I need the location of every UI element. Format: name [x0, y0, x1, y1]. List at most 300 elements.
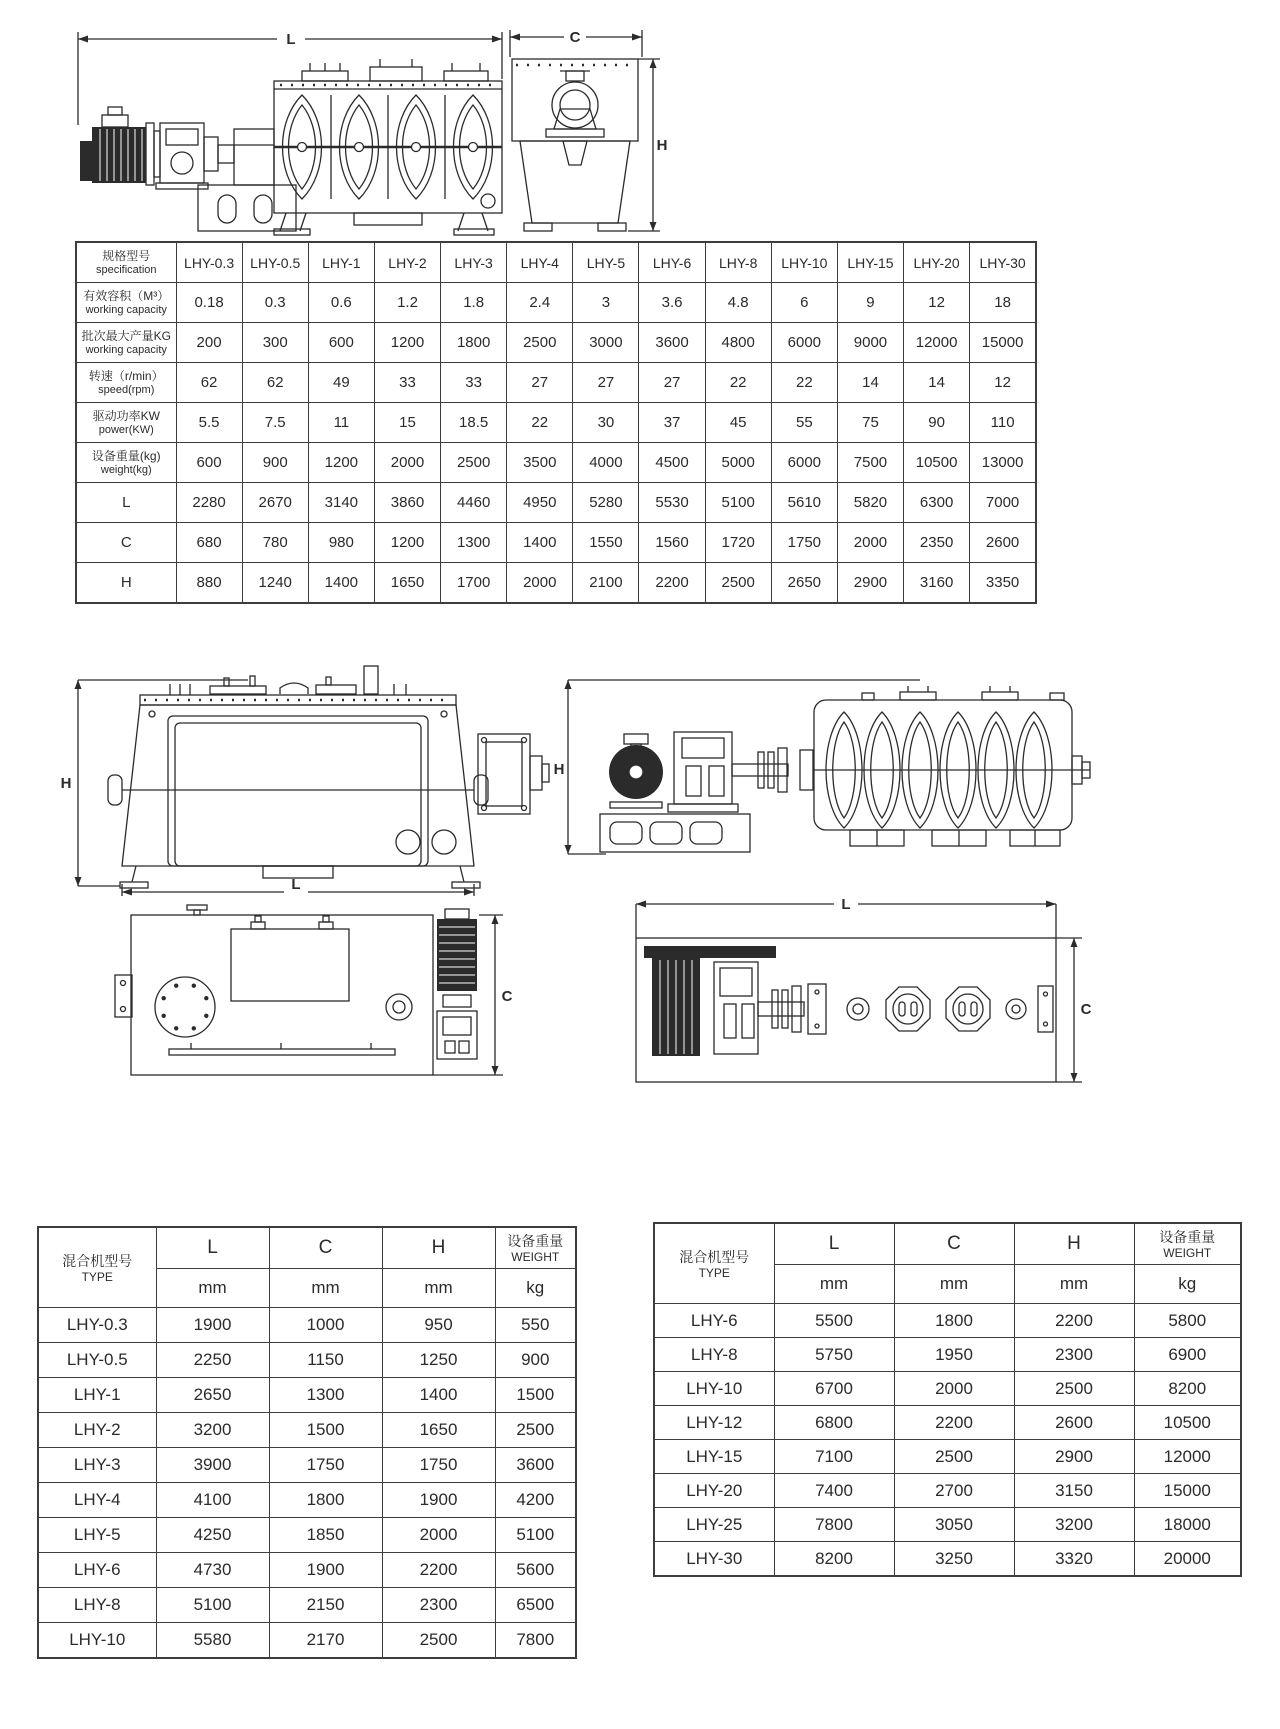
spec-value: 37	[639, 403, 705, 443]
dim-weight-header: 设备重量 WEIGHT	[1134, 1223, 1241, 1265]
dim-value: 5800	[1134, 1304, 1241, 1338]
dim-value: 1950	[894, 1338, 1014, 1372]
spec-model-header: LHY-0.5	[242, 242, 308, 283]
dim-model: LHY-6	[38, 1553, 156, 1588]
spec-value: 5610	[771, 483, 837, 523]
end-view-stand	[520, 141, 630, 231]
spec-row	[76, 563, 1036, 604]
dim-model: LHY-10	[38, 1623, 156, 1659]
dimension-line-H	[554, 680, 920, 854]
dim-model: LHY-12	[654, 1406, 774, 1440]
dim-value: 2300	[382, 1588, 495, 1623]
spec-value: 3350	[970, 563, 1036, 604]
spec-row	[76, 283, 1036, 323]
spec-value: 1200	[374, 523, 440, 563]
dim-value: 7800	[774, 1508, 894, 1542]
spec-value: 1.2	[374, 283, 440, 323]
dim-value: 2500	[1014, 1372, 1134, 1406]
dim-value: 2600	[1014, 1406, 1134, 1440]
motor	[80, 107, 146, 183]
dim-unit: kg	[495, 1269, 576, 1308]
dim-value: 550	[495, 1308, 576, 1343]
spec-corner-cell: 规格型号 specification	[76, 242, 176, 283]
gearbox	[668, 732, 738, 812]
dim-value: 3200	[156, 1413, 269, 1448]
spec-model-header: LHY-0.3	[176, 242, 242, 283]
front-body	[108, 695, 488, 866]
spec-value: 33	[441, 363, 507, 403]
dim-value: 5500	[774, 1304, 894, 1338]
dim-row	[38, 1413, 576, 1448]
spec-value: 12	[970, 363, 1036, 403]
dimension-line-C	[1056, 938, 1092, 1082]
dim-value: 5100	[156, 1588, 269, 1623]
bearing-pedestal	[234, 129, 274, 185]
spec-value: 300	[242, 323, 308, 363]
dim-value: 10500	[1134, 1406, 1241, 1440]
dim-row	[38, 1623, 576, 1659]
dim-value: 2200	[894, 1406, 1014, 1440]
drawing-mixer-end-view	[490, 25, 670, 240]
dimension-line-C	[510, 29, 642, 57]
dim-unit: mm	[269, 1269, 382, 1308]
spec-row	[76, 363, 1036, 403]
dim-value: 8200	[1134, 1372, 1241, 1406]
dim-model: LHY-4	[38, 1483, 156, 1518]
spec-value: 12	[904, 283, 970, 323]
spec-row-label: 驱动功率KW power(KW)	[76, 403, 176, 443]
dim-model: LHY-30	[654, 1542, 774, 1577]
spec-value: 9000	[837, 323, 903, 363]
spec-value: 680	[176, 523, 242, 563]
spec-value: 55	[771, 403, 837, 443]
spec-row-label: H	[76, 563, 176, 604]
spec-value: 1650	[374, 563, 440, 604]
dim-value: 1300	[269, 1378, 382, 1413]
stand-holes	[396, 830, 456, 854]
spec-value: 600	[176, 443, 242, 483]
spec-value: 2.4	[507, 283, 573, 323]
dim-value: 3600	[495, 1448, 576, 1483]
spec-value: 22	[507, 403, 573, 443]
spec-value: 3860	[374, 483, 440, 523]
dim-model: LHY-8	[38, 1588, 156, 1623]
dim-col-header: L	[774, 1223, 894, 1265]
dim-value: 1650	[382, 1413, 495, 1448]
dim-row	[38, 1553, 576, 1588]
spec-row-label: L	[76, 483, 176, 523]
spec-value: 6000	[771, 323, 837, 363]
dim-value: 1000	[269, 1308, 382, 1343]
spec-value: 18	[970, 283, 1036, 323]
spec-value: 11	[308, 403, 374, 443]
dim-row	[654, 1508, 1241, 1542]
dim-label-C: C	[569, 29, 581, 46]
dim-model: LHY-8	[654, 1338, 774, 1372]
dim-value: 3200	[1014, 1508, 1134, 1542]
stand-left	[198, 185, 296, 231]
spec-value: 75	[837, 403, 903, 443]
spec-value: 0.18	[176, 283, 242, 323]
spec-value: 90	[904, 403, 970, 443]
dim-value: 3250	[894, 1542, 1014, 1577]
gearbox	[146, 123, 234, 189]
dim-label-H: H	[656, 137, 668, 154]
spec-value: 980	[308, 523, 374, 563]
plan-b-drive	[644, 946, 826, 1056]
plan-a-body	[115, 905, 433, 1075]
dim-value: 950	[382, 1308, 495, 1343]
spec-value: 4950	[507, 483, 573, 523]
spec-value: 1800	[441, 323, 507, 363]
plan-a-drive	[437, 909, 477, 1059]
dim-row	[38, 1378, 576, 1413]
dim-value: 1800	[269, 1483, 382, 1518]
spec-value: 5.5	[176, 403, 242, 443]
dim-model: LHY-15	[654, 1440, 774, 1474]
drawing-front-view	[58, 638, 550, 896]
dim-value: 4250	[156, 1518, 269, 1553]
spec-value: 4.8	[705, 283, 771, 323]
dim-value: 2500	[495, 1413, 576, 1448]
spec-value: 2900	[837, 563, 903, 604]
spec-value: 1550	[573, 523, 639, 563]
spec-value: 1.8	[441, 283, 507, 323]
spec-value: 2280	[176, 483, 242, 523]
spec-model-header: LHY-10	[771, 242, 837, 283]
spec-model-header: LHY-8	[705, 242, 771, 283]
spec-value: 18.5	[441, 403, 507, 443]
end-view-body	[512, 59, 638, 141]
spec-value: 62	[242, 363, 308, 403]
spec-value: 6000	[771, 443, 837, 483]
dim-value: 2900	[1014, 1440, 1134, 1474]
dim-col-header: L	[156, 1227, 269, 1269]
dim-row	[654, 1542, 1241, 1577]
spec-value: 3.6	[639, 283, 705, 323]
spec-value: 2500	[507, 323, 573, 363]
spec-value: 1300	[441, 523, 507, 563]
dim-value: 1250	[382, 1343, 495, 1378]
dim-value: 1800	[894, 1304, 1014, 1338]
dim-value: 15000	[1134, 1474, 1241, 1508]
spec-value: 780	[242, 523, 308, 563]
dim-value: 3150	[1014, 1474, 1134, 1508]
dim-model: LHY-20	[654, 1474, 774, 1508]
dim-model: LHY-5	[38, 1518, 156, 1553]
spec-value: 15	[374, 403, 440, 443]
spec-value: 600	[308, 323, 374, 363]
spec-row-label: 批次最大产量KG working capacity	[76, 323, 176, 363]
spec-value: 900	[242, 443, 308, 483]
spec-model-header: LHY-30	[970, 242, 1036, 283]
dimension-line-H	[628, 59, 667, 231]
spec-value: 3500	[507, 443, 573, 483]
discharge	[354, 213, 422, 225]
spec-value: 33	[374, 363, 440, 403]
dim-value: 1750	[269, 1448, 382, 1483]
dim-model: LHY-3	[38, 1448, 156, 1483]
spec-value: 1750	[771, 523, 837, 563]
dim-header-row	[654, 1223, 1241, 1265]
spec-value: 45	[705, 403, 771, 443]
base-stand	[600, 814, 750, 852]
dim-model: LHY-10	[654, 1372, 774, 1406]
spec-value: 1240	[242, 563, 308, 604]
spec-value: 2200	[639, 563, 705, 604]
dim-model: LHY-1	[38, 1378, 156, 1413]
spec-value: 7500	[837, 443, 903, 483]
dim-value: 2500	[894, 1440, 1014, 1474]
dim-value: 8200	[774, 1542, 894, 1577]
dimension-line-H	[61, 680, 248, 886]
spec-value: 2000	[507, 563, 573, 604]
spec-value: 2350	[904, 523, 970, 563]
dim-model: LHY-2	[38, 1413, 156, 1448]
dim-value: 12000	[1134, 1440, 1241, 1474]
spec-model-header: LHY-20	[904, 242, 970, 283]
dim-col-header: C	[269, 1227, 382, 1269]
spec-value: 12000	[904, 323, 970, 363]
dim-model: LHY-6	[654, 1304, 774, 1338]
spec-model-header: LHY-3	[441, 242, 507, 283]
spec-value: 2600	[970, 523, 1036, 563]
dim-value: 2000	[382, 1518, 495, 1553]
dim-value: 3050	[894, 1508, 1014, 1542]
dim-value: 1750	[382, 1448, 495, 1483]
spec-value: 2000	[374, 443, 440, 483]
spec-row	[76, 483, 1036, 523]
spec-value: 22	[771, 363, 837, 403]
dim-value: 18000	[1134, 1508, 1241, 1542]
dim-row	[38, 1343, 576, 1378]
dim-value: 2170	[269, 1623, 382, 1659]
spec-value: 27	[639, 363, 705, 403]
drawing-ribbon-side-view	[552, 652, 1097, 900]
drawing-plan-view-a	[103, 903, 523, 1095]
dim-label-L: L	[841, 896, 851, 913]
spec-model-header: LHY-6	[639, 242, 705, 283]
dim-model: LHY-0.5	[38, 1343, 156, 1378]
dimension-line-L	[636, 896, 1056, 938]
spec-value: 5280	[573, 483, 639, 523]
spec-value: 1400	[507, 523, 573, 563]
drawing-plan-view-b	[596, 890, 1096, 1092]
dim-value: 5600	[495, 1553, 576, 1588]
dim-col-header: C	[894, 1223, 1014, 1265]
dim-row	[654, 1304, 1241, 1338]
spec-value: 5530	[639, 483, 705, 523]
dim-col-header: H	[1014, 1223, 1134, 1265]
dim-model: LHY-25	[654, 1508, 774, 1542]
dim-value: 2250	[156, 1343, 269, 1378]
spec-row	[76, 523, 1036, 563]
plan-b-ports	[847, 986, 1053, 1032]
dim-label-L: L	[286, 31, 296, 48]
spec-value: 13000	[970, 443, 1036, 483]
dimension-line-L	[122, 876, 474, 896]
dim-value: 2000	[894, 1372, 1014, 1406]
flange-port	[155, 977, 215, 1037]
spec-row	[76, 323, 1036, 363]
spec-value: 10500	[904, 443, 970, 483]
spec-model-header: LHY-2	[374, 242, 440, 283]
dim-value: 2700	[894, 1474, 1014, 1508]
dim-weight-header: 设备重量 WEIGHT	[495, 1227, 576, 1269]
spec-value: 4800	[705, 323, 771, 363]
dim-header-row	[38, 1227, 576, 1269]
dim-value: 4100	[156, 1483, 269, 1518]
dim-value: 20000	[1134, 1542, 1241, 1577]
dim-type-header: 混合机型号 TYPE	[38, 1227, 156, 1308]
dim-unit: mm	[1014, 1265, 1134, 1304]
dim-row	[38, 1588, 576, 1623]
spec-value: 9	[837, 283, 903, 323]
dim-row	[38, 1483, 576, 1518]
dim-label-C: C	[501, 988, 513, 1005]
spec-value: 6	[771, 283, 837, 323]
spec-value: 1720	[705, 523, 771, 563]
spec-value: 7000	[970, 483, 1036, 523]
spec-value: 880	[176, 563, 242, 604]
spec-value: 2500	[705, 563, 771, 604]
spec-value: 3	[573, 283, 639, 323]
spec-value: 22	[705, 363, 771, 403]
dim-value: 2650	[156, 1378, 269, 1413]
spec-value: 1200	[308, 443, 374, 483]
spec-value: 1700	[441, 563, 507, 604]
dim-value: 1400	[382, 1378, 495, 1413]
spec-value: 3600	[639, 323, 705, 363]
spec-value: 4500	[639, 443, 705, 483]
dim-unit: mm	[382, 1269, 495, 1308]
dim-value: 6900	[1134, 1338, 1241, 1372]
dim-value: 5580	[156, 1623, 269, 1659]
spec-value: 49	[308, 363, 374, 403]
dim-value: 4200	[495, 1483, 576, 1518]
spec-value: 2650	[771, 563, 837, 604]
dim-value: 1850	[269, 1518, 382, 1553]
shaft-coupling	[732, 748, 813, 792]
dim-value: 2150	[269, 1588, 382, 1623]
dim-unit: mm	[774, 1265, 894, 1304]
dim-value: 3900	[156, 1448, 269, 1483]
spec-value: 1200	[374, 323, 440, 363]
dim-model: LHY-0.3	[38, 1308, 156, 1343]
dim-value: 5750	[774, 1338, 894, 1372]
spec-value: 6300	[904, 483, 970, 523]
dim-value: 1150	[269, 1343, 382, 1378]
spec-value: 3000	[573, 323, 639, 363]
spec-value: 5820	[837, 483, 903, 523]
dim-value: 3320	[1014, 1542, 1134, 1577]
dim-row	[38, 1518, 576, 1553]
dim-value: 1900	[269, 1553, 382, 1588]
dim-label-H: H	[60, 775, 72, 792]
spec-row-label: C	[76, 523, 176, 563]
dimension-table-large-models	[653, 1222, 1242, 1577]
motor	[609, 734, 663, 808]
spec-model-header: LHY-5	[573, 242, 639, 283]
dim-unit: mm	[894, 1265, 1014, 1304]
spec-value: 14	[904, 363, 970, 403]
dim-row	[654, 1372, 1241, 1406]
dim-value: 900	[495, 1343, 576, 1378]
spec-value: 30	[573, 403, 639, 443]
spec-row	[76, 443, 1036, 483]
dim-value: 1500	[269, 1413, 382, 1448]
spec-value: 1400	[308, 563, 374, 604]
spec-value: 2670	[242, 483, 308, 523]
spec-model-header: LHY-1	[308, 242, 374, 283]
spec-value: 27	[507, 363, 573, 403]
spec-value: 4000	[573, 443, 639, 483]
spec-value: 15000	[970, 323, 1036, 363]
top-nozzles	[302, 59, 488, 81]
dim-row	[654, 1474, 1241, 1508]
spec-value: 5000	[705, 443, 771, 483]
spec-value: 62	[176, 363, 242, 403]
dim-value: 2200	[1014, 1304, 1134, 1338]
dim-value: 1900	[156, 1308, 269, 1343]
dim-unit: mm	[156, 1269, 269, 1308]
dimension-table-small-models	[37, 1226, 577, 1659]
spec-value: 5100	[705, 483, 771, 523]
spec-value: 2100	[573, 563, 639, 604]
dim-type-header: 混合机型号 TYPE	[654, 1223, 774, 1304]
spec-row	[76, 403, 1036, 443]
drum-feet	[850, 830, 1060, 846]
dim-value: 2200	[382, 1553, 495, 1588]
dim-row	[38, 1448, 576, 1483]
spec-model-header: LHY-15	[837, 242, 903, 283]
dim-value: 7800	[495, 1623, 576, 1659]
dim-row	[654, 1338, 1241, 1372]
spec-value: 7.5	[242, 403, 308, 443]
spec-value: 0.6	[308, 283, 374, 323]
drum	[814, 686, 1090, 830]
spec-value: 14	[837, 363, 903, 403]
dim-value: 5100	[495, 1518, 576, 1553]
dim-row	[654, 1440, 1241, 1474]
spec-value: 3140	[308, 483, 374, 523]
spec-value: 4460	[441, 483, 507, 523]
dim-row	[38, 1308, 576, 1343]
dim-value: 6800	[774, 1406, 894, 1440]
spec-model-header: LHY-4	[507, 242, 573, 283]
spec-value: 1560	[639, 523, 705, 563]
spec-value: 27	[573, 363, 639, 403]
spec-value: 0.3	[242, 283, 308, 323]
dim-unit: kg	[1134, 1265, 1241, 1304]
dim-row	[654, 1406, 1241, 1440]
dim-value: 7400	[774, 1474, 894, 1508]
dim-value: 6500	[495, 1588, 576, 1623]
dim-value: 4730	[156, 1553, 269, 1588]
dim-value: 7100	[774, 1440, 894, 1474]
dim-label-L: L	[291, 876, 301, 893]
dim-value: 2300	[1014, 1338, 1134, 1372]
dim-col-header: H	[382, 1227, 495, 1269]
dim-value: 6700	[774, 1372, 894, 1406]
dim-label-H: H	[553, 761, 565, 778]
spec-value: 2000	[837, 523, 903, 563]
dim-label-C: C	[1080, 1001, 1092, 1018]
dim-value: 1500	[495, 1378, 576, 1413]
spec-value: 2500	[441, 443, 507, 483]
spec-table	[75, 241, 1037, 604]
spec-value: 110	[970, 403, 1036, 443]
